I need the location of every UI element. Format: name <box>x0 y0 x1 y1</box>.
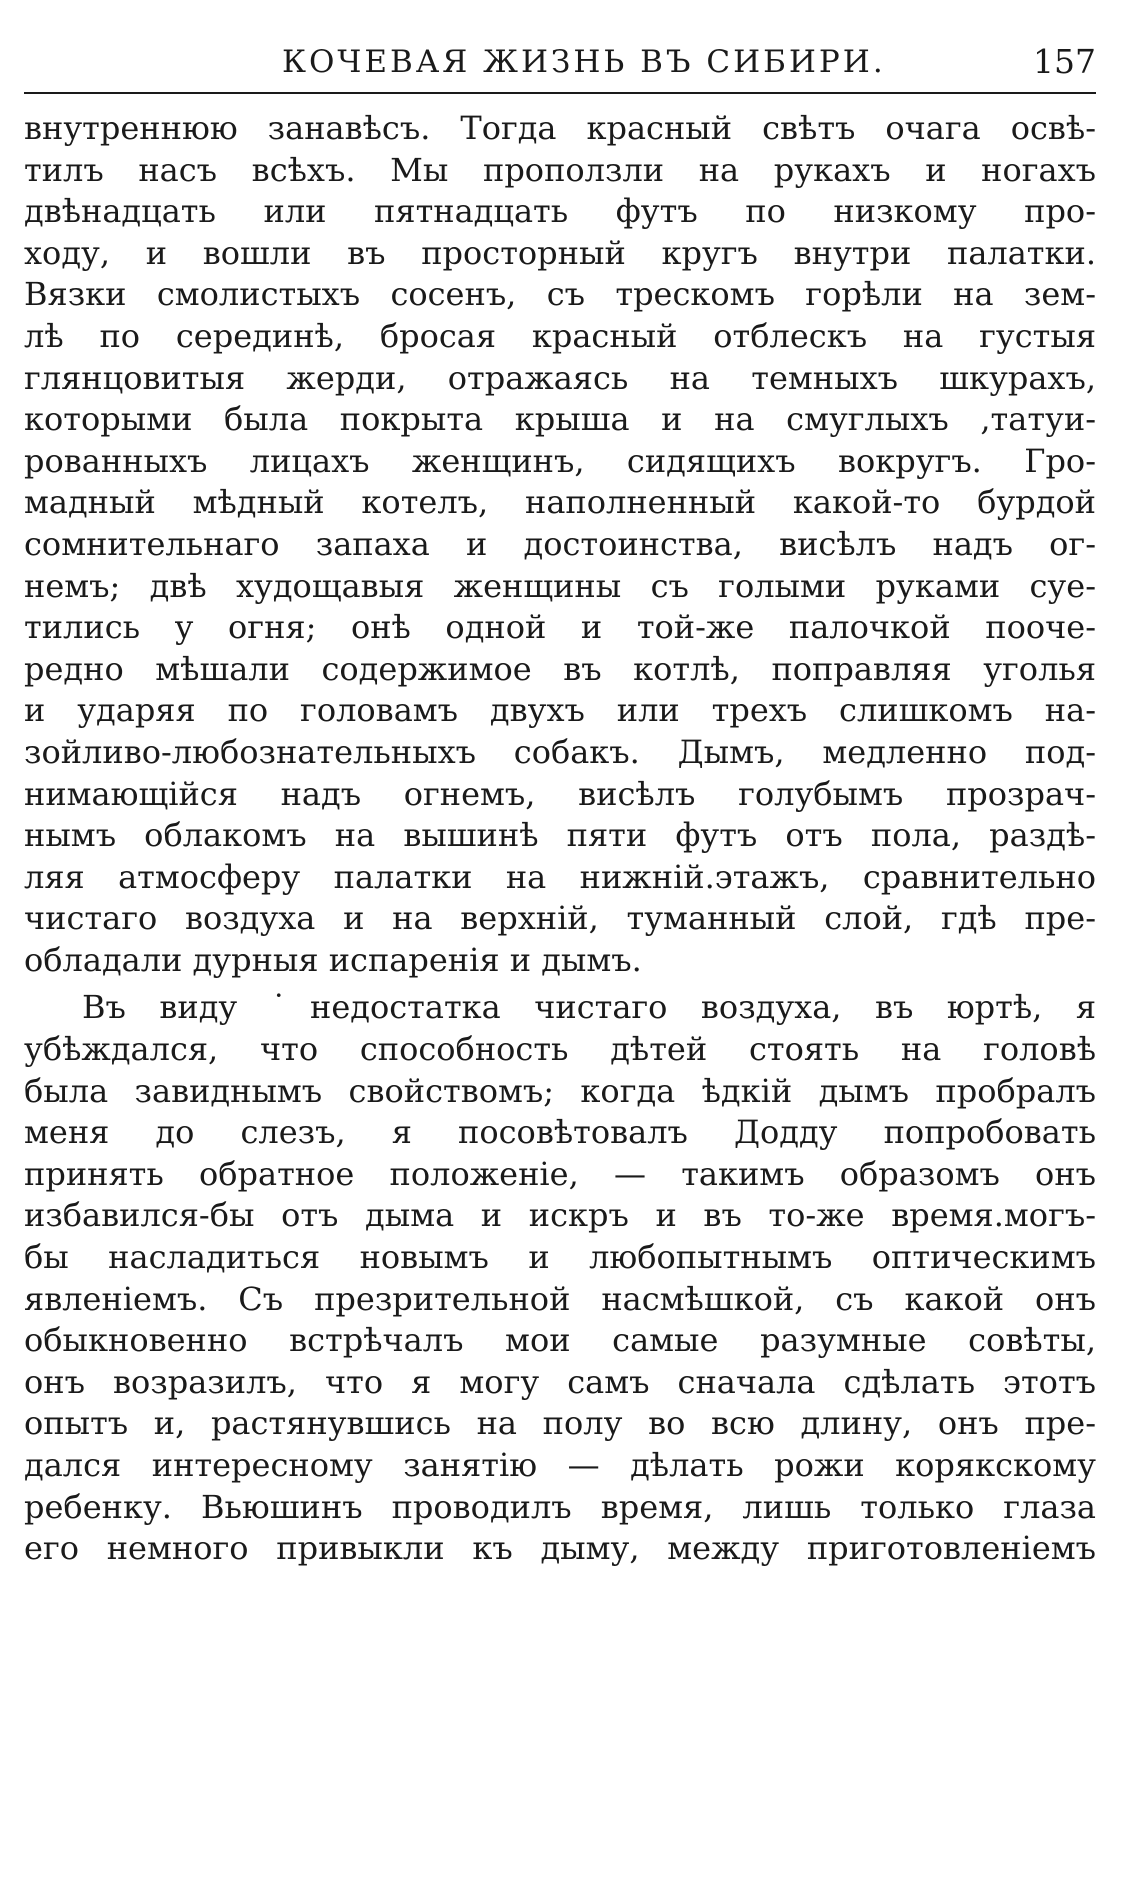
text-line: редно мѣшали содержимое въ котлѣ, поправляя уголья <box>24 649 1096 688</box>
text-line: двѣнадцать или пятнадцать футъ по низкому про- <box>24 192 1096 231</box>
text-line: явленіемъ. Съ презрительной насмѣшкой, съ какой онъ <box>24 1279 1096 1318</box>
text-line: лѣ по серединѣ, бросая красный отблескъ на густыя <box>24 316 1096 355</box>
text-line: обыкновенно встрѣчалъ мои самые разумные совѣты, <box>24 1321 1096 1360</box>
text-line: бы насладиться новымъ и любопытнымъ оптическимъ <box>24 1238 1096 1277</box>
text-line: рованныхъ лицахъ женщинъ, сидящихъ вокругъ. Гро- <box>24 441 1096 480</box>
text-line: избавился-бы отъ дыма и искръ и въ то-же время.могъ- <box>24 1196 1096 1235</box>
text-line: ляя атмосферу палатки на нижній.этажъ, сравнительно <box>24 857 1096 896</box>
book-page <box>24 30 1096 1570</box>
text-line: зойливо-любознательныхъ собакъ. Дымъ, медленно под- <box>24 732 1096 771</box>
text-line: меня до слезъ, я посовѣтовалъ Додду попробовать <box>24 1113 1096 1152</box>
text-line: внутреннюю занавѣсъ. Тогда красный свѣтъ очага освѣ- <box>24 109 1096 147</box>
text-line: которыми была покрыта крыша и на смуглыхъ ,татуи- <box>24 400 1096 439</box>
running-title: КОЧЕВАЯ ЖИЗНЬ ВЪ СИБИРИ. <box>282 44 886 80</box>
text-line: глянцовитыя жерди, отражаясь на темныхъ шкурахъ, <box>24 358 1096 397</box>
text-line: чистаго воздуха и на верхній, туманный слой, гдѣ пре- <box>24 899 1096 938</box>
text-line: ребенку. Вьюшинъ проводилъ время, лишь только глаза <box>24 1487 1096 1526</box>
paragraph-1 <box>24 108 1096 981</box>
text-line: нымъ облакомъ на вышинѣ пяти футъ отъ пола, раздѣ- <box>24 816 1096 855</box>
text-line: и ударяя по головамъ двухъ или трехъ слишкомъ на- <box>24 691 1096 730</box>
text-line: нимающійся надъ огнемъ, висѣлъ голубымъ прозрач- <box>24 774 1096 813</box>
text-line: Въ виду ˙недостатка чистаго воздуха, въ юртѣ, я <box>82 988 1096 1027</box>
page-header <box>24 30 1096 94</box>
text-line: обладали дурныя испаренія и дымъ. <box>24 940 642 979</box>
text-line: мадный мѣдный котелъ, наполненный какой-то бурдой <box>24 483 1096 522</box>
page-number: 157 <box>1033 42 1096 81</box>
text-line: немъ; двѣ худощавыя женщины съ голыми руками суе- <box>24 566 1096 605</box>
text-line: онъ возразилъ, что я могу самъ сначала сдѣлать этотъ <box>24 1362 1096 1401</box>
text-line: тились у огня; онѣ одной и той-же палочкой пооче- <box>24 608 1096 647</box>
paragraph-2 <box>24 987 1096 1569</box>
page-body <box>24 108 1096 1570</box>
text-line: тилъ насъ всѣхъ. Мы проползли на рукахъ и ногахъ <box>24 150 1096 189</box>
text-line: ходу, и вошли въ просторный кругъ внутри палатки. <box>24 233 1096 272</box>
text-line: убѣждался, что способность дѣтей стоять на головѣ <box>24 1030 1096 1069</box>
text-line: Вязки смолистыхъ сосенъ, съ трескомъ горѣли на зем- <box>24 275 1096 314</box>
text-line: опытъ и, растянувшись на полу во всю длину, онъ пре- <box>24 1404 1096 1443</box>
text-line: дался интересному занятію — дѣлать рожи корякскому <box>24 1446 1096 1484</box>
text-line: его немного привыкли къ дыму, между приготовленіемъ <box>24 1529 1096 1568</box>
text-line: была завиднымъ свойствомъ; когда ѣдкій дымъ пробралъ <box>24 1071 1096 1110</box>
text-line: сомнительнаго запаха и достоинства, висѣлъ надъ ог- <box>24 524 1096 563</box>
text-line: принять обратное положеніе, — такимъ образомъ онъ <box>24 1154 1096 1193</box>
